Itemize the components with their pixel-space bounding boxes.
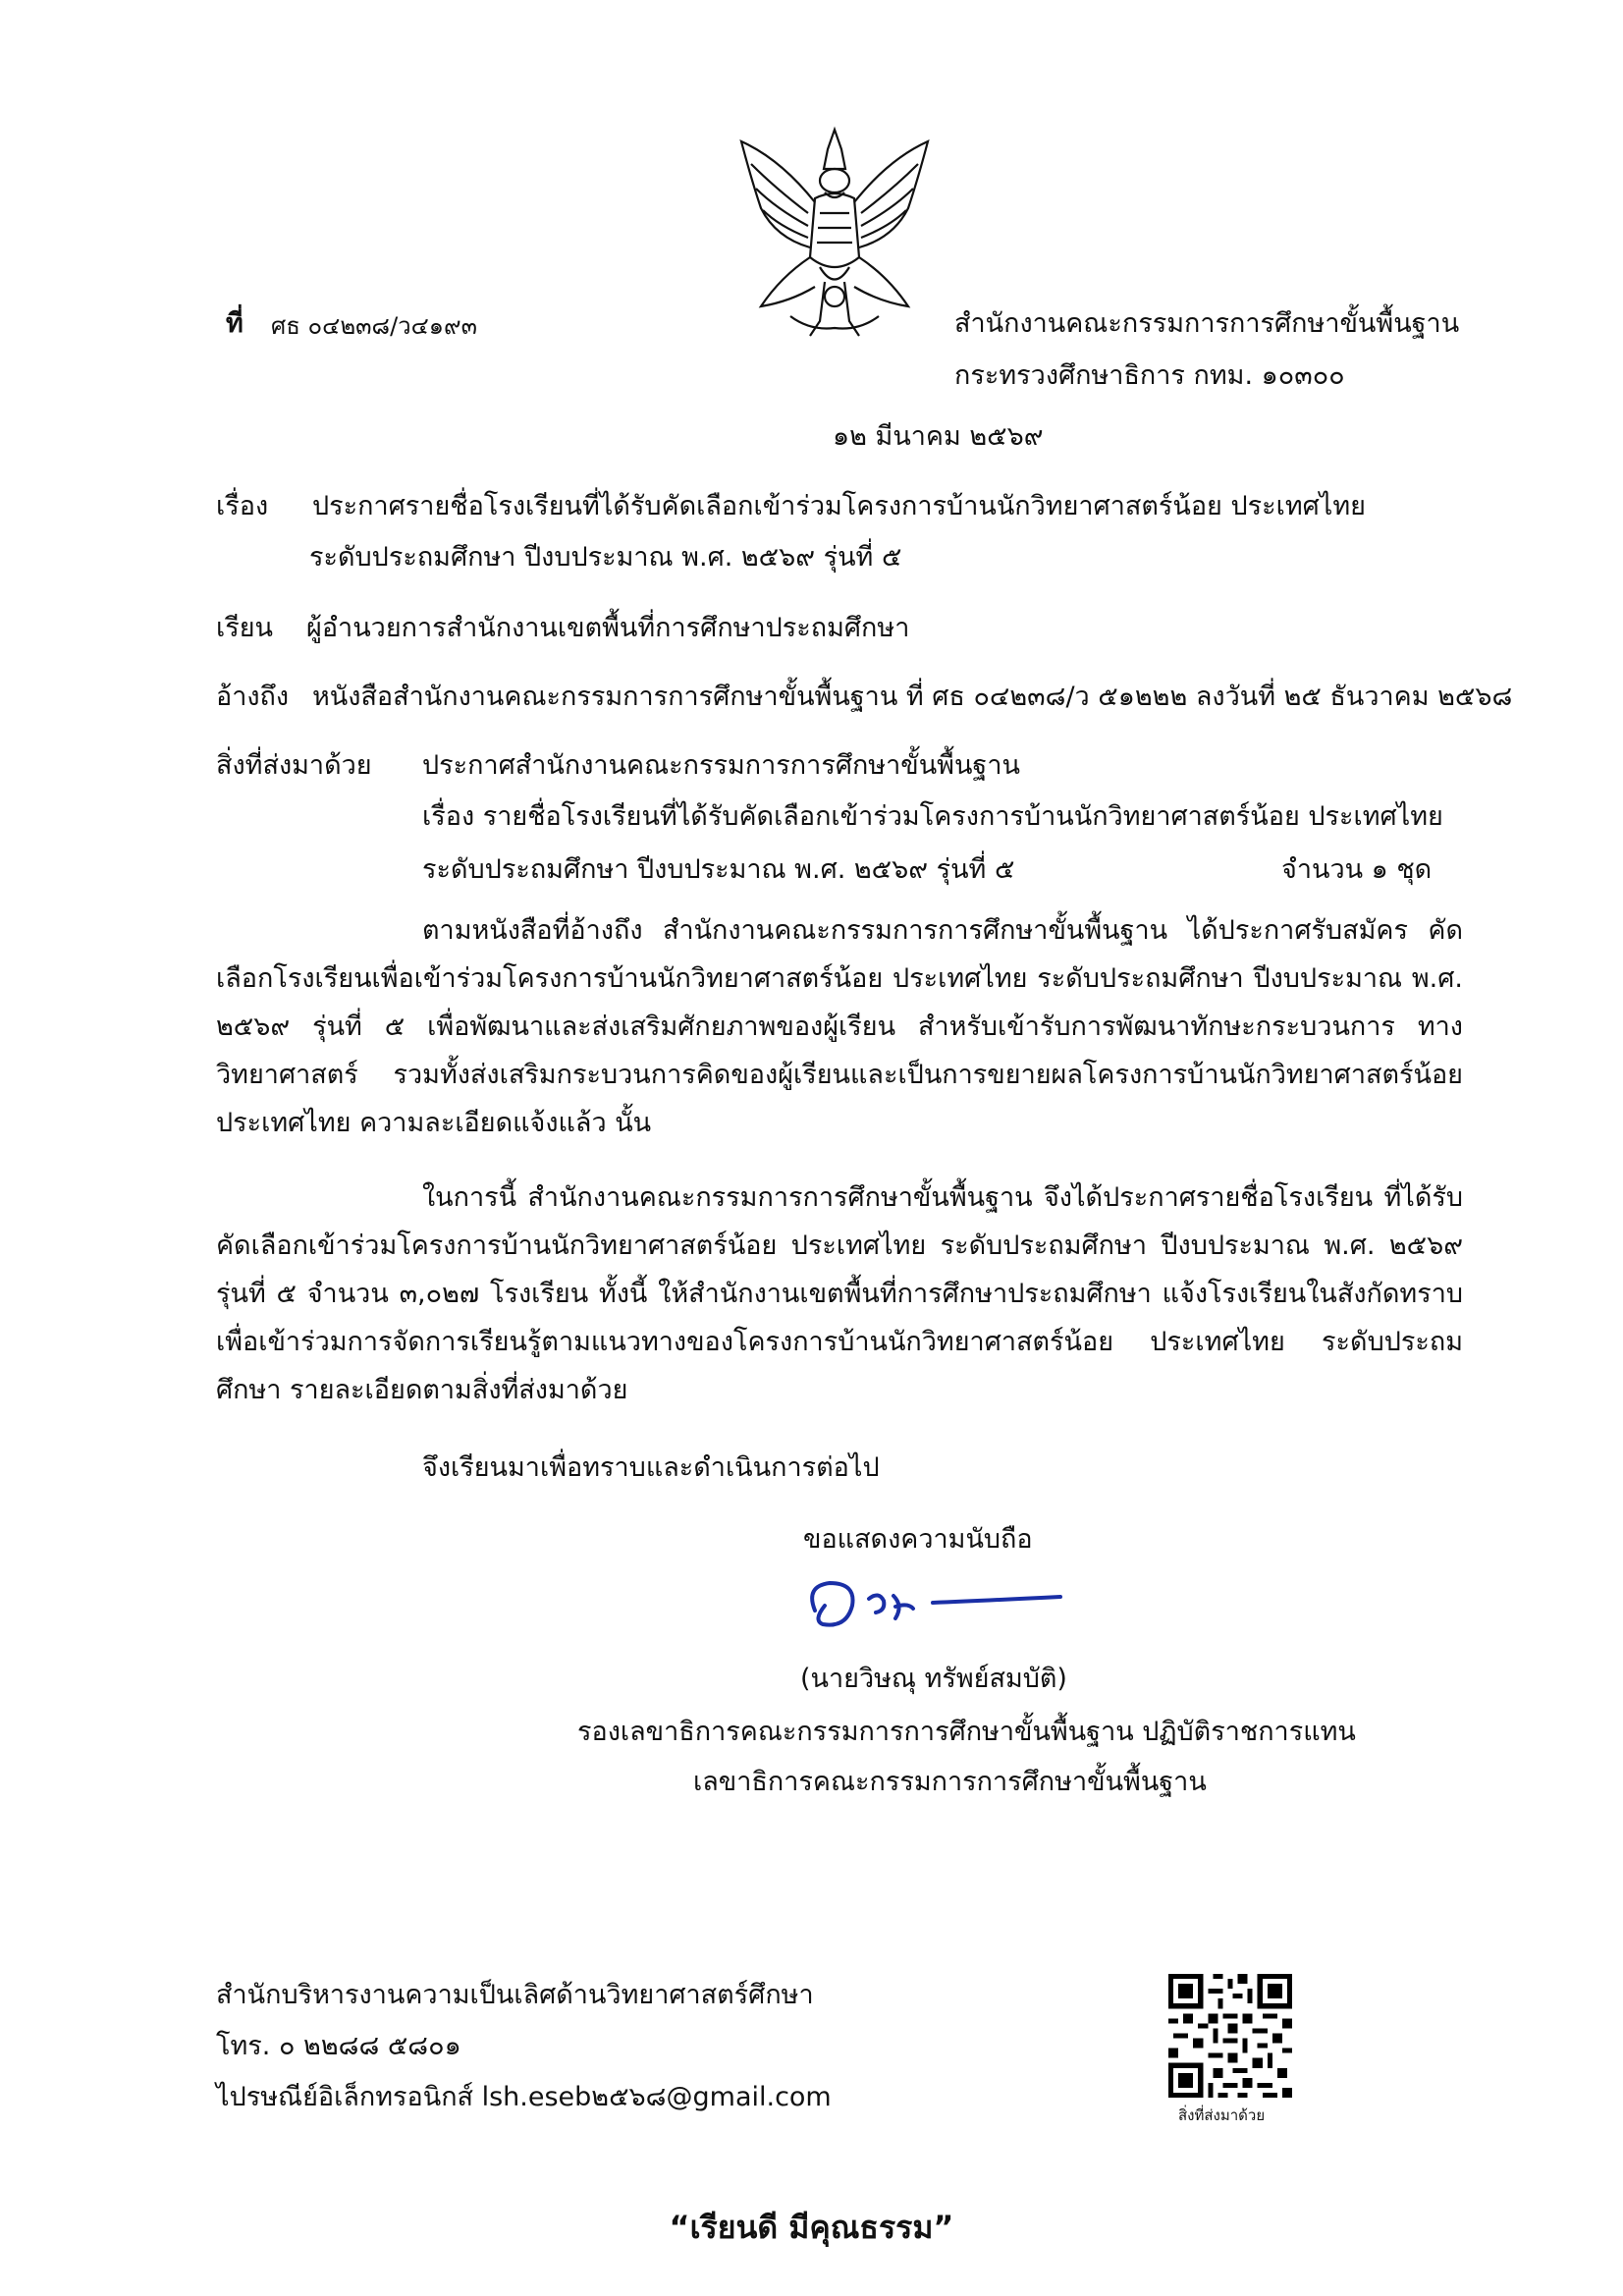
reference-label: ที่ <box>226 308 243 339</box>
handwritten-signature-icon <box>785 1561 1080 1650</box>
footer-email: ไปรษณีย์อิเล็กทรอนิกส์ lsh.eseb๒๕๖๘@gmail.com <box>216 2082 832 2112</box>
enclosure-line-3: ระดับประถมศึกษา ปีงบประมาณ พ.ศ. ๒๕๖๙ รุ่นที่ ๕ <box>422 854 1015 885</box>
office-name: สำนักงานคณะกรรมการการศึกษาขั้นพื้นฐาน <box>954 308 1460 339</box>
office-address: กระทรวงศึกษาธิการ กทม. ๑๐๓๐๐ <box>954 360 1345 391</box>
subject-line-2: ระดับประถมศึกษา ปีงบประมาณ พ.ศ. ๒๕๖๙ รุ่นที่ ๕ <box>309 542 902 573</box>
salutation: ขอแสดงความนับถือ <box>803 1524 1033 1555</box>
letter-date: ๑๒ มีนาคม ๒๕๖๙ <box>833 421 1044 452</box>
subject-line-1: ประกาศรายชื่อโรงเรียนที่ได้รับคัดเลือกเข้าร่วมโครงการบ้านนักวิทยาศาสตร์น้อย ประเทศไทย <box>312 491 1366 521</box>
subject-label: เรื่อง <box>216 491 269 521</box>
reference-doc-label: อ้างถึง <box>216 682 290 712</box>
signatory-position-2: เลขาธิการคณะกรรมการการศึกษาขั้นพื้นฐาน <box>693 1767 1207 1797</box>
qr-caption: สิ่งที่ส่งมาด้วย <box>1178 2106 1266 2124</box>
body-paragraph-1: ตามหนังสือที่อ้างถึง สำนักงานคณะกรรมการการศึกษาขั้นพื้นฐาน ได้ประกาศรับสมัคร คัดเลือกโรงเรียนเพื่อเข้าร่วมโครงการบ้านนักวิทยาศาสตร์น้อย ประเทศไทย ระดับประถมศึกษา ปีงบประมาณ พ.ศ. ๒๕๖๙ รุ่นที่ ๕ เพื่อพัฒนาและส่งเสริมศักยภาพของผู้เรียน สำหรับเข้ารับการพัฒนาทักษะกระบวนการ ทางวิทยาศาสตร์ รวมทั้งส่งเสริมกระบวนการคิดของผู้เรียนและเป็นการขยายผลโครงการบ้านนักวิทยาศาสตร์น้อย ประเทศไทย ความละเอียดแจ้งแล้ว นั้น <box>216 915 1463 1138</box>
qr-code-icon[interactable] <box>1168 1974 1292 2098</box>
reference-doc-text: หนังสือสำนักงานคณะกรรมการการศึกษาขั้นพื้นฐาน ที่ ศธ ๐๔๒๓๘/ว ๕๑๒๒๒ ลงวันที่ ๒๕ ธันวาคม ๒๕๖๘ <box>312 682 1513 712</box>
footer-phone: โทร. ๐ ๒๒๘๘ ๕๘๐๑ <box>216 2031 461 2061</box>
signatory-name: (นายวิษณุ ทรัพย์สมบัติ) <box>800 1664 1067 1694</box>
enclosure-line-2: เรื่อง รายชื่อโรงเรียนที่ได้รับคัดเลือกเข้าร่วมโครงการบ้านนักวิทยาศาสตร์น้อย ประเทศไทย <box>422 801 1443 832</box>
recipient-text: ผู้อำนวยการสำนักงานเขตพื้นที่การศึกษาประถมศึกษา <box>306 613 910 643</box>
body-paragraph-2: ในการนี้ สำนักงานคณะกรรมการการศึกษาขั้นพื้นฐาน จึงได้ประกาศรายชื่อโรงเรียน ที่ได้รับคัดเลือกเข้าร่วมโครงการบ้านนักวิทยาศาสตร์น้อย ประเทศไทย ระดับประถมศึกษา ปีงบประมาณ พ.ศ. ๒๕๖๙ รุ่นที่ ๕ จำนวน ๓,๐๒๗ โรงเรียน ทั้งนี้ ให้สำนักงานเขตพื้นที่การศึกษาประถมศึกษา แจ้งโรงเรียนในสังกัดทราบ เพื่อเข้าร่วมการจัดการเรียนรู้ตามแนวทางของโครงการบ้านนักวิทยาศาสตร์น้อย ประเทศไทย ระดับประถมศึกษา รายละเอียดตามสิ่งที่ส่งมาด้วย <box>216 1182 1463 1405</box>
enclosure-quantity: จำนวน ๑ ชุด <box>1281 854 1433 885</box>
recipient-label: เรียน <box>216 613 274 643</box>
signatory-position-1: รองเลขาธิการคณะกรรมการการศึกษาขั้นพื้นฐาน ปฏิบัติราชการแทน <box>577 1717 1356 1747</box>
footer-department: สำนักบริหารงานความเป็นเลิศด้านวิทยาศาสตร์ศึกษา <box>216 1980 814 2010</box>
enclosure-line-1: ประกาศสำนักงานคณะกรรมการการศึกษาขั้นพื้นฐาน <box>422 750 1020 781</box>
motto: “เรียนดี มีคุณธรรม” <box>669 2209 954 2246</box>
garuda-emblem-icon <box>722 120 947 346</box>
reference-number: ศธ ๐๔๒๓๘/ว๔๑๙๓ <box>271 312 478 340</box>
closing-line: จึงเรียนมาเพื่อทราบและดำเนินการต่อไป <box>422 1452 880 1483</box>
enclosure-label: สิ่งที่ส่งมาด้วย <box>216 750 372 781</box>
